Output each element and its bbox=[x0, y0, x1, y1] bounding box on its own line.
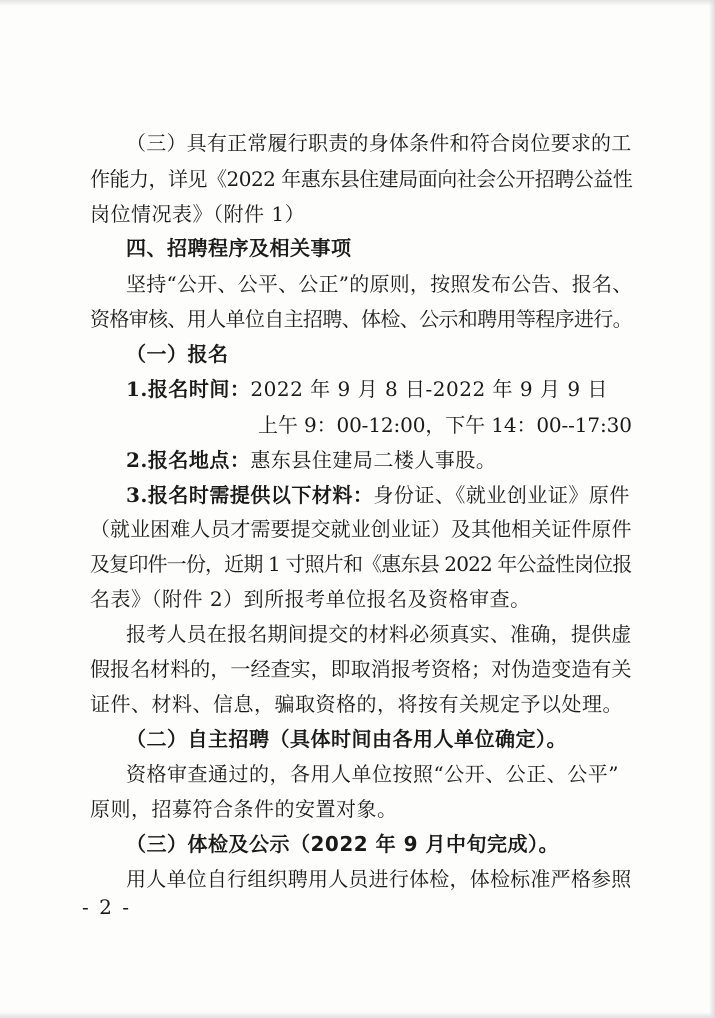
field-value: 身份证、《就业创业证》原件 bbox=[373, 483, 630, 507]
paragraph-line: 作能力，详见《2022 年惠东县住建局面向社会公开招聘公益性 bbox=[90, 167, 633, 191]
page-edge-shadow bbox=[0, 0, 715, 6]
paragraph-line: 假报名材料的，一经查实，即取消报考资格；对伪造变造有关 bbox=[90, 657, 632, 681]
paragraph-line: 上午 9：00-12:00，下午 14：00--17:30 bbox=[258, 413, 632, 437]
page-number: - 2 - bbox=[82, 895, 131, 919]
paragraph-line: 报考人员在报名期间提交的材料必须真实、准确，提供虚 bbox=[126, 622, 632, 646]
field-label: 3.报名时需提供以下材料： bbox=[126, 483, 374, 507]
section-heading: 四、招聘程序及相关事项 bbox=[126, 236, 352, 260]
page-edge-shadow bbox=[0, 1012, 715, 1018]
field-label: 2.报名地点： bbox=[126, 448, 251, 472]
paragraph-line: 坚持“公开、公平、公正”的原则，按照发布公告、报名、 bbox=[126, 272, 633, 296]
paragraph-line: 资格审查通过的，各用人单位按照“公开、公正、公平” bbox=[126, 762, 619, 786]
paragraph-line: 岗位情况表》（附件 1） bbox=[90, 202, 306, 226]
paragraph-line bbox=[126, 480, 630, 510]
paragraph-line: （就业困难人员才需要提交就业创业证）及其他相关证件原件 bbox=[90, 517, 632, 541]
paragraph-line: 名表》（附件 2）到所报考单位报名及资格审查。 bbox=[90, 587, 531, 611]
page-edge-shadow bbox=[709, 0, 715, 1018]
paragraph-line: 资格审核、用人单位自主招聘、体检、公示和聘用等程序进行。 bbox=[90, 307, 632, 331]
field-value: 2022 年 9 月 8 日-2022 年 9 月 9 日 bbox=[250, 377, 608, 401]
field-value: 惠东县住建局二楼人事股。 bbox=[250, 448, 497, 472]
field-label: 1.报名时间： bbox=[126, 377, 251, 401]
subsection-heading: （一）报名 bbox=[126, 342, 229, 366]
paragraph-line: （三）具有正常履行职责的身体条件和符合岗位要求的工 bbox=[126, 131, 632, 155]
paragraph-line bbox=[126, 445, 496, 475]
paragraph-line: 用人单位自行组织聘用人员进行体检，体检标准严格参照 bbox=[126, 867, 632, 891]
paragraph-line: 原则，招募符合条件的安置对象。 bbox=[90, 797, 398, 821]
subsection-heading: （二）自主招聘（具体时间由各用人单位确定）。 bbox=[126, 727, 567, 751]
paragraph-line: 证件、材料、信息，骗取资格的，将按有关规定予以处理。 bbox=[90, 692, 623, 716]
paragraph-line: 及复印件一份，近期 1 寸照片和《惠东县 2022 年公益性岗位报 bbox=[90, 552, 632, 576]
subsection-heading: （三）体检及公示（2022 年 9 月中旬完成）。 bbox=[126, 832, 559, 856]
paragraph-line bbox=[126, 374, 608, 404]
